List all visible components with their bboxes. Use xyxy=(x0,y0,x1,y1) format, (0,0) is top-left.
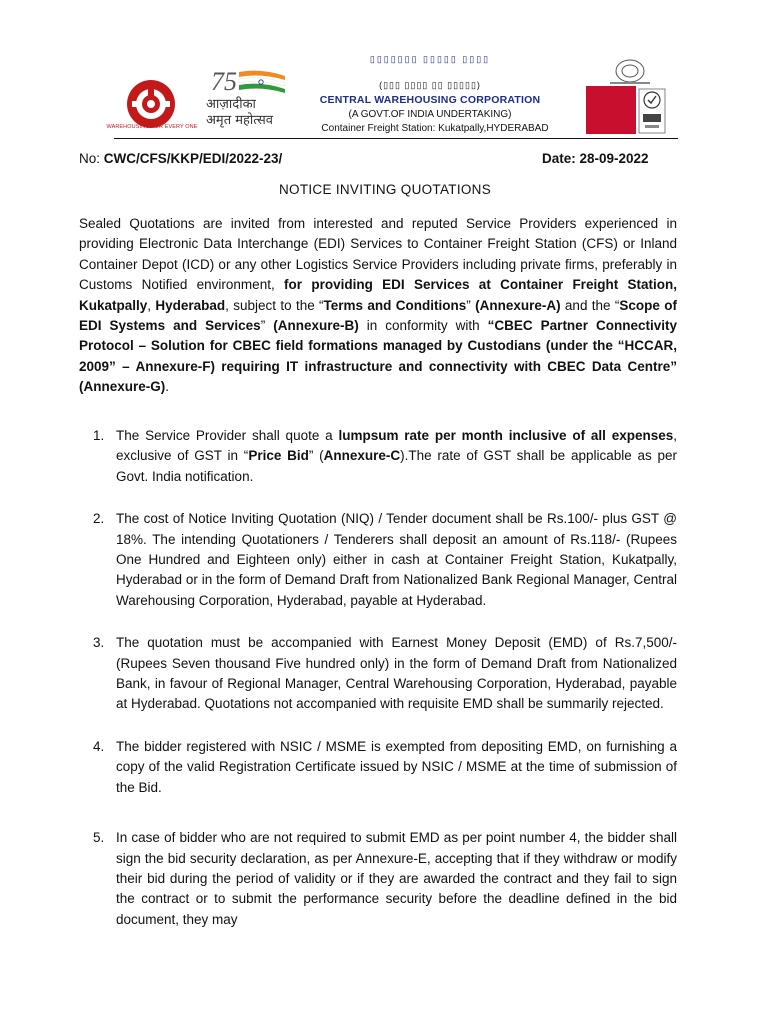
header-hindi-title: ▯▯▯▯▯▯▯ ▯▯▯▯▯ ▯▯▯▯ xyxy=(369,54,491,64)
intro-bold: Terms and Conditions xyxy=(323,297,467,313)
reference-number-value: CWC/CFS/KKP/EDI/2022-23/ xyxy=(103,151,283,166)
header-org-name: CENTRAL WAREHOUSING CORPORATION xyxy=(319,94,541,106)
intro-text: ” xyxy=(466,297,476,313)
clause-text: , exclusive of GST in “ xyxy=(116,428,677,464)
intro-bold: Hyderabad xyxy=(155,297,226,313)
clause-bold: Annexure-C xyxy=(323,448,401,464)
clause-number: 2. xyxy=(93,511,105,527)
ukas-seal-icon xyxy=(638,88,666,134)
clause-item xyxy=(79,509,677,611)
clause-text: The bidder registered with NSIC / MSME is exempted from depositing EMD, on furnishing a copy of the valid Registration Certificate issued by NSIC / MSME at the time of submission of the Bid. xyxy=(116,738,677,795)
clause-number: 3. xyxy=(93,635,105,651)
certification-emblem-icon xyxy=(600,58,660,86)
clause-text: In case of bidder who are not required to submit EMD as per point number 4, the bidder shall sign the bid security declaration, as per Annexure-E, accepting that if they withdraw or modify their bid during the period of validity or if they are awarded the contract and they fail to sign the contract or to submit the performance security before the deadline defined in the bid document, they may xyxy=(116,830,677,927)
clause-bold: lumpsum rate per month inclusive of all expenses xyxy=(338,428,674,443)
header-govt-line: (A GOVT.OF INDIA UNDERTAKING) xyxy=(348,109,512,120)
intro-bold: “CBEC Partner Connectivity Protocol – Solution for CBEC field formations managed by Custodians (under the “HCCAR, 2009” – Annexure-F) requiring IT infrastructure and connectivity with CBEC Data Centre” (Annexure-G) xyxy=(79,318,677,395)
clause-number: 1. xyxy=(93,428,105,443)
intro-paragraph xyxy=(79,214,677,398)
document-title: NOTICE INVITING QUOTATIONS xyxy=(278,182,492,197)
clause-item xyxy=(79,633,677,715)
clause-text: ).The rate of GST shall be applicable as per Govt. India notification. xyxy=(116,448,678,484)
intro-text: , subject to the “ xyxy=(225,297,324,313)
intro-text: , xyxy=(147,297,156,313)
clause-bold: Price Bid xyxy=(248,448,309,464)
logo-number: 75 xyxy=(211,67,237,96)
reference-date: Date: 28-09-2022 xyxy=(542,151,649,166)
clause-list xyxy=(79,426,677,930)
intro-bold: Scope of EDI Systems and Services xyxy=(79,297,677,334)
intro-bold: for providing EDI Services at Container Freight Station, Kukatpally xyxy=(79,277,677,313)
intro-text: Sealed Quotations are invited from interested and reputed Service Providers experienced in providing Electronic Data Interchange (EDI) Services to Container Freight Station (CFS) or Inland Container Depot (ICD) or any other Logistics Service Providers including private firms, preferably in Customs Notified environment, xyxy=(79,216,677,293)
intro-bold: (Annexure-A) xyxy=(475,297,561,313)
clause-item xyxy=(79,737,677,798)
reference-number-label: No: xyxy=(79,151,104,166)
logo-caption: WAREHOUSING FOR EVERY ONE xyxy=(106,124,198,130)
intro-bold: (Annexure-B) xyxy=(273,318,359,334)
intro-text: . xyxy=(165,379,170,395)
header-divider xyxy=(114,138,678,139)
clause-text: The cost of Notice Inviting Quotation (NIQ) / Tender document shall be Rs.100/- plus GST @ 18%. The intending Quotationers / Tenderers shall deposit an amount of Rs.118/- (Rupees One Hundred and Eighteen only) either in cash at Container Freight Station, Kukatpally, Hyderabad or in the form of Demand Draft from Nationalized Bank Regional Manager, Central Warehousing Corporation, Hyderabad, payable at Hyderabad. xyxy=(116,511,677,608)
header-hindi-subtitle: (▯▯▯ ▯▯▯▯ ▯▯ ▯▯▯▯▯) xyxy=(379,80,481,90)
clause-text: The Service Provider shall quote a xyxy=(116,428,339,443)
intro-text: and the “ xyxy=(560,297,620,313)
clause-item xyxy=(79,828,677,930)
reference-number xyxy=(79,151,282,166)
azadi-line-1: आज़ादीका xyxy=(206,97,256,112)
intro-text: in conformity with xyxy=(358,318,488,334)
clause-text: The quotation must be accompanied with Earnest Money Deposit (EMD) of Rs.7,500/- (Rupees Seven thousand Five hundred only) in the form of Demand Draft from Nationalized Bank, in favour of Regional Manager, Central Warehousing Corporation, Hyderabad, payable at Hyderabad. Quotations not accompanied with requisite EMD shall be summarily rejected. xyxy=(116,635,677,712)
certification-badge-icon xyxy=(586,86,636,134)
intro-text: ” xyxy=(260,318,274,334)
clause-text: ” ( xyxy=(308,448,324,464)
clause-number: 5. xyxy=(93,830,105,846)
header-station-line: Container Freight Station: Kukatpally,HYDERABAD xyxy=(321,123,549,134)
clause-item xyxy=(79,426,677,487)
azadi-line-2: अमृत महोत्सव xyxy=(206,113,274,128)
clause-number: 4. xyxy=(93,738,105,754)
